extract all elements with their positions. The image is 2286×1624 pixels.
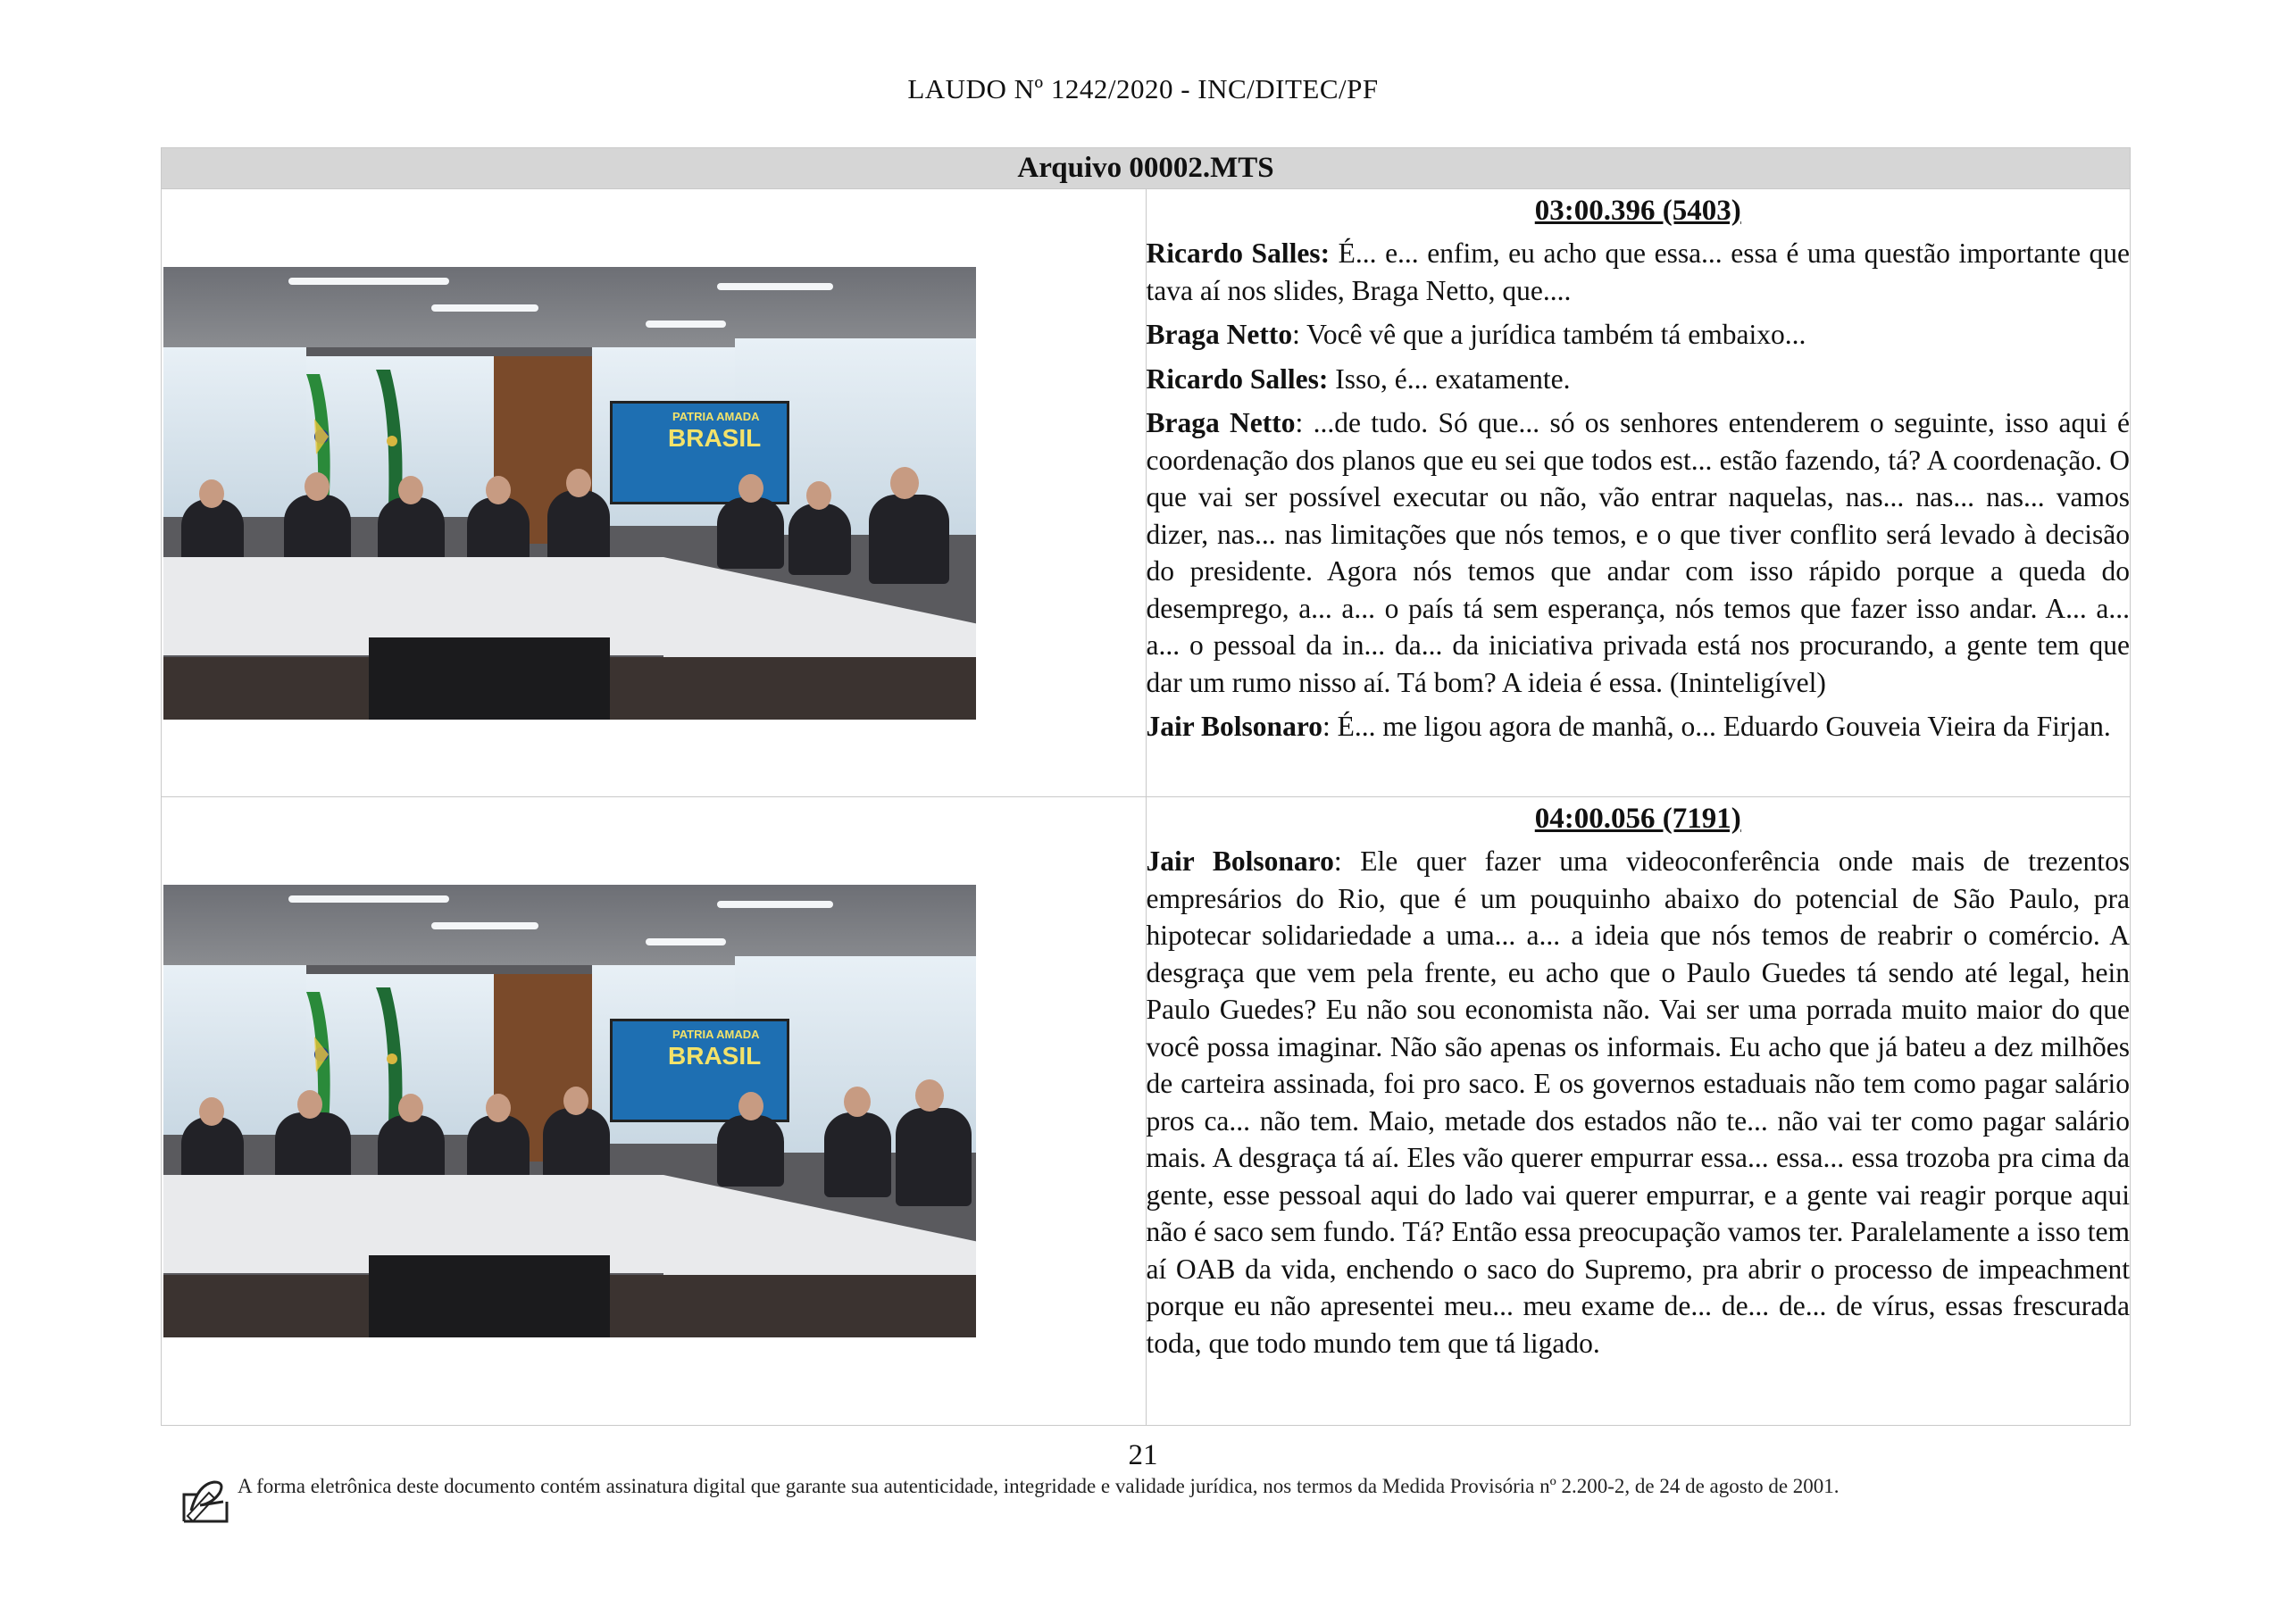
video-frame-image (163, 267, 976, 720)
speech-text: : ...de tudo. Só que... só os senhores entenderem o seguinte, isso aqui é coordenação dos planos que eu sei que todos est... estão fazendo, tá? A coordenação. O que vai ser possível executar ou não, vão entrar naquelas, nas... nas... nas... vamos dizer, nas... nas limitações que nós temos, e o que tiver conflito será levado à decisão do presidente. Agora nós temos que andar com isso rápido porque a queda do desemprego, a... a... o país tá sem esperança, nós temos que fazer isso andar. A... a... a... o pessoal da in... da... da iniciativa privada está nos procurando, a gente tem que dar um rumo nisso aí. Tá bom? A ideia é essa. (Ininteligível) (1146, 407, 2130, 698)
speaker-name: Ricardo Salles: (1146, 237, 1331, 269)
speech-line (1147, 235, 2131, 309)
speech-line (1147, 361, 2131, 398)
speaker-name: Jair Bolsonaro (1146, 845, 1334, 877)
timestamp: 04:00.056 (7191) (1534, 803, 1741, 835)
transcript-cell (1146, 797, 2131, 1426)
speaker-name: Ricardo Salles: (1146, 362, 1329, 395)
video-frame-image (163, 885, 976, 1337)
table-row (162, 189, 2131, 797)
transcript-cell (1146, 189, 2131, 797)
speaker-name: Braga Netto (1146, 407, 1296, 438)
speech-line (1147, 316, 2131, 354)
speech-line (1147, 404, 2131, 701)
speech-text: Isso, é... exatamente. (1328, 362, 1571, 395)
tv-text-big: BRASIL (668, 423, 762, 452)
tv-text-small: PATRIA AMADA (672, 1028, 760, 1041)
speaker-name: Braga Netto (1146, 319, 1293, 350)
page-number: 21 (1128, 1439, 1158, 1471)
frame-cell (162, 797, 1147, 1426)
digital-signature-icon (179, 1475, 232, 1528)
speech-line (1147, 708, 2131, 745)
speech-text: : Você vê que a jurídica também tá embaixo... (1292, 319, 1806, 350)
speech-line (1147, 843, 2131, 1362)
tv-text-small: PATRIA AMADA (672, 409, 760, 423)
table-title: Arquivo 00002.MTS (162, 148, 2131, 189)
speech-text: É... e... enfim, eu acho que essa... essa é uma questão importante que tava aí nos slides, Braga Netto, que.... (1146, 237, 2130, 306)
table-row (162, 797, 2131, 1426)
footer (179, 1473, 2134, 1499)
speech-text: : É... me ligou agora de manhã, o... Eduardo Gouveia Vieira da Firjan. (1322, 711, 2111, 742)
speaker-name: Jair Bolsonaro (1146, 711, 1322, 742)
frame-cell (162, 189, 1147, 797)
timestamp: 03:00.396 (5403) (1534, 195, 1741, 227)
footer-text: A forma eletrônica deste documento contém assinatura digital que garante sua autenticidade, integridade e validade jurídica, nos termos da Medida Provisória nº 2.200-2, de 24 de agosto de 2001. (238, 1475, 1840, 1497)
speech-text: : Ele quer fazer uma videoconferência onde mais de trezentos empresários do Rio, que é um pouquinho abaixo do potencial de São Paulo, pra hipotecar solidariedade a uma... a... a ideia que nós temos de reabrir o comércio. A desgraça que vem pela frente, eu acho que o Paulo Guedes tá sendo até legal, hein Paulo Guedes? Eu não sou economista não. Vai ser uma porrada muito maior do que você possa imaginar. Não são apenas os informais. Eu acho que já bateu a dez milhões de carteira assinada, foi pro saco. E os governos estaduais não tem como pagar salário pros ca... não tem. Maio, metade dos estados não te... não vai ter como pagar salário mais. A desgraça tá aí. Eles vão querer empurrar essa... essa... essa trozoba pra cima da gente, esse pessoal aqui do lado vai querer empurrar, e a gente vai reagir porque aqui não é saco sem fundo. Tá? Então essa preocupação vamos ter. Paralelamente a isso tem aí OAB da vida, enchendo o saco do Supremo, pra abrir o processo de impeachment porque eu não apresentei meu... meu exame de... de... de... de vírus, essas frescurada toda, que todo mundo tem que tá ligado. (1146, 845, 2131, 1359)
transcript-table (161, 147, 2131, 1426)
document-header: LAUDO Nº 1242/2020 - INC/DITEC/PF (907, 73, 1379, 104)
tv-text-big: BRASIL (668, 1042, 762, 1070)
